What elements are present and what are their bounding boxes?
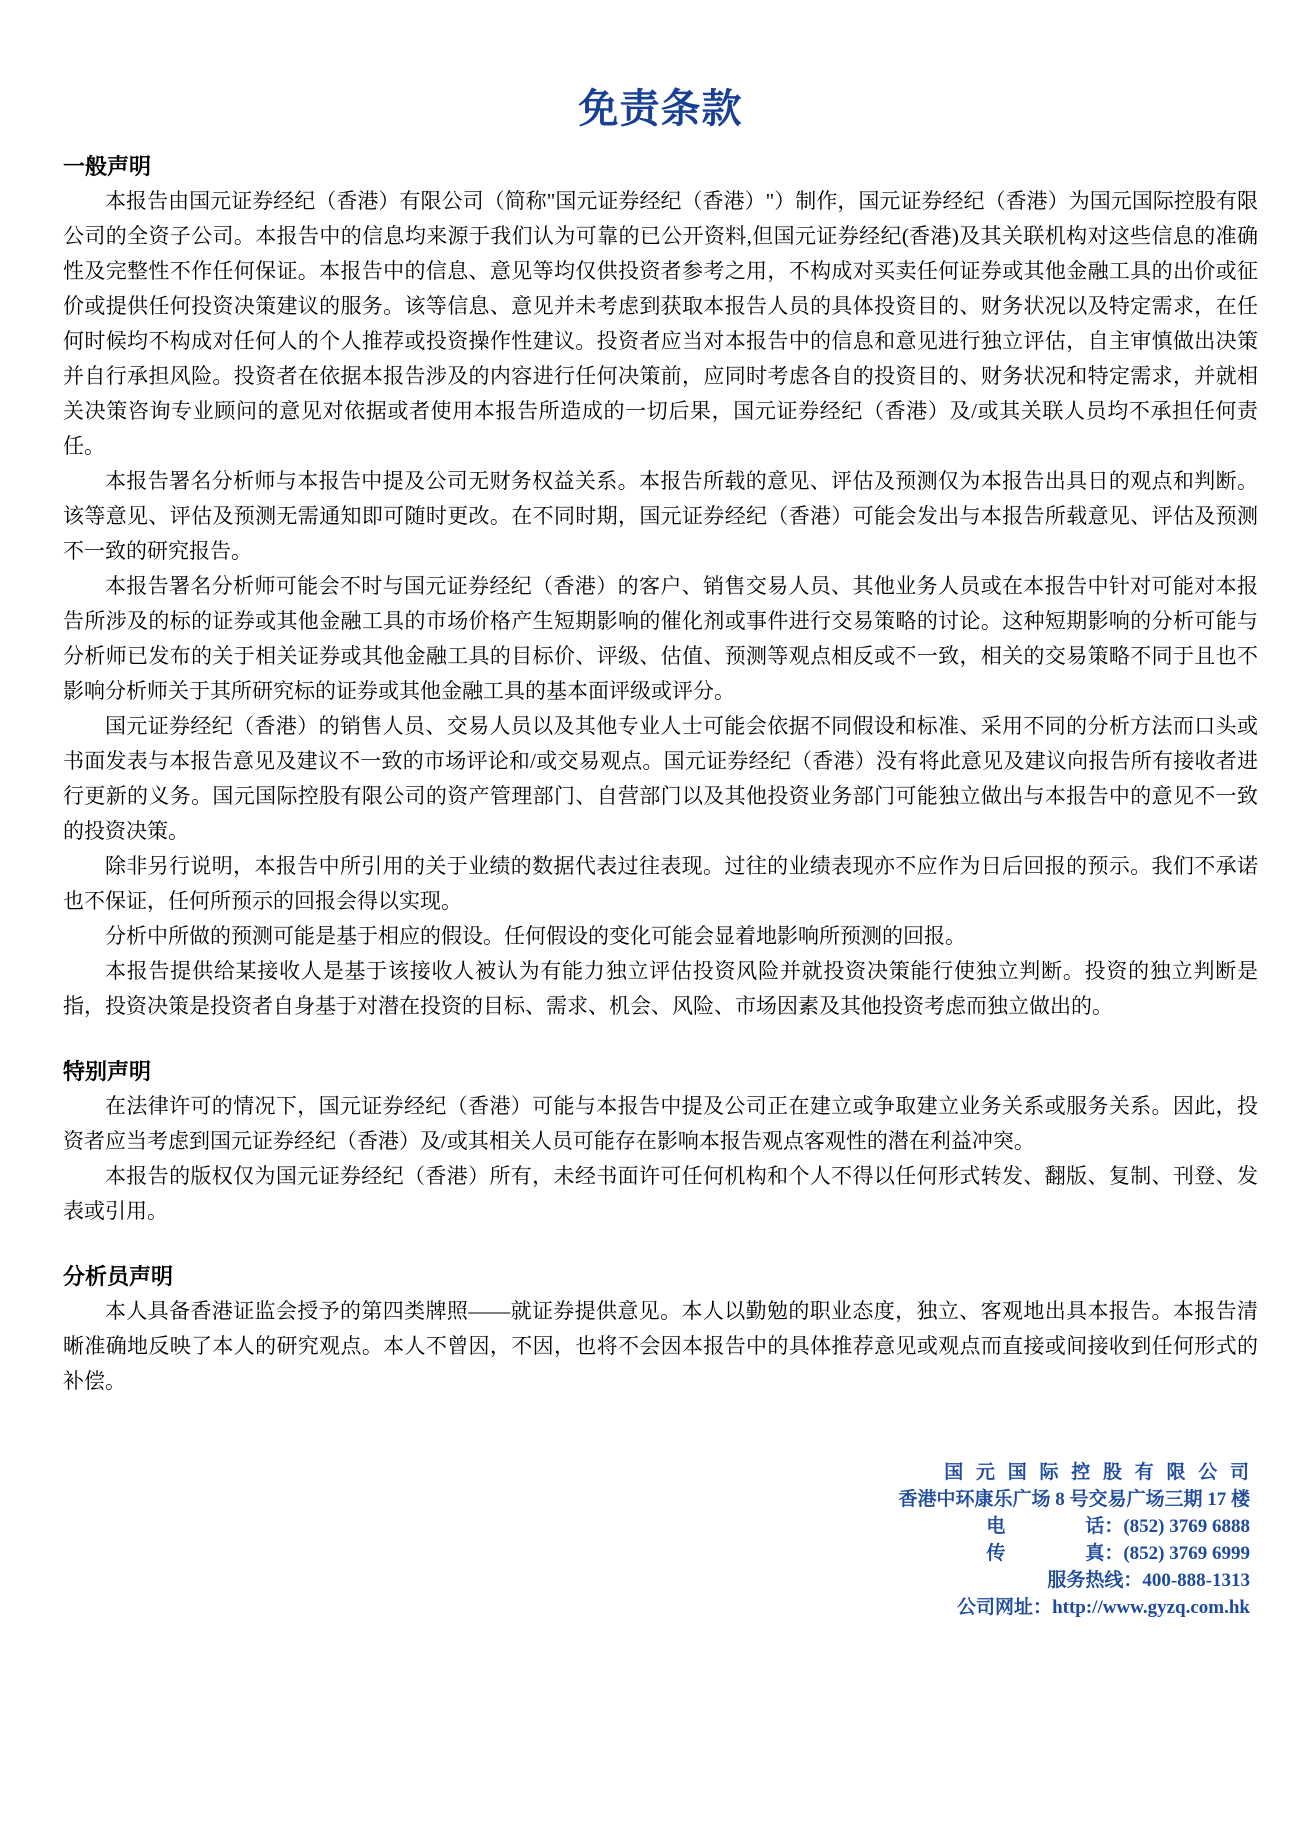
footer-address: 香港中环康乐广场 8 号交易广场三期 17 楼 [898, 1489, 1250, 1510]
footer-website-url: http://www.gyzq.com.hk [1052, 1597, 1250, 1618]
section-special-statement [63, 1054, 1258, 1229]
paragraph-general-4: 国元证券经纪（香港）的销售人员、交易人员以及其他专业人士可能会依据不同假设和标准、采用不同的分析方法而口头或书面发表与本报告意见及建议不一致的市场评论和/或交易观点。国元证券经纪（香港）没有将此意见及建议向报告所有接收者进行更新的义务。国元国际控股有限公司的资产管理部门、自营部门以及其他投资业务部门可能独立做出与本报告中的意见不一致的投资决策。 [63, 714, 1258, 843]
paragraph-analyst-1: 本人具备香港证监会授予的第四类牌照——就证券提供意见。本人以勤勉的职业态度，独立、客观地出具本报告。本报告清晰准确地反映了本人的研究观点。本人不曾因，不因，也将不会因本报告中的具体推荐意见或观点而直接或间接收到任何形式的补偿。 [63, 1299, 1258, 1393]
section-heading-general: 一般声明 [63, 154, 152, 179]
footer-fax-line [63, 1540, 1250, 1567]
footer-phone-label: 电 [986, 1516, 1006, 1537]
paragraph-general-7: 本报告提供给某接收人是基于该接收人被认为有能力独立评估投资风险并就投资决策能行使独立判断。投资的独立判断是指，投资决策是投资者自身基于对潜在投资的目标、需求、机会、风险、市场因素及其他投资考虑而独立做出的。 [63, 959, 1258, 1018]
footer-phone-number: 话：(852) 3769 6888 [1085, 1516, 1250, 1537]
footer-phone-line [63, 1513, 1250, 1540]
footer-fax-number: 真：(852) 3769 6999 [1085, 1543, 1250, 1564]
footer-fax-label: 传 [986, 1543, 1006, 1564]
paragraph-general-6: 分析中所做的预测可能是基于相应的假设。任何假设的变化可能会显着地影响所预测的回报。 [105, 924, 966, 948]
footer-website-line [63, 1594, 1250, 1621]
section-heading-special: 特别声明 [63, 1059, 152, 1084]
footer-contact-block [63, 1459, 1258, 1621]
section-general-statement [63, 149, 1258, 1024]
paragraph-general-3: 本报告署名分析师可能会不时与国元证券经纪（香港）的客户、销售交易人员、其他业务人员或在本报告中针对可能对本报告所涉及的标的证券或其他金融工具的市场价格产生短期影响的催化剂或事件进行交易策略的讨论。这种短期影响的分析可能与分析师已发布的关于相关证券或其他金融工具的目标价、评级、估值、预测等观点相反或不一致，相关的交易策略不同于且也不影响分析师关于其所研究标的证券或其他金融工具的基本面评级或评分。 [63, 574, 1258, 703]
paragraph-general-2: 本报告署名分析师与本报告中提及公司无财务权益关系。本报告所载的意见、评估及预测仅为本报告出具日的观点和判断。该等意见、评估及预测无需通知即可随时更改。在不同时期，国元证券经纪（香港）可能会发出与本报告所载意见、评估及预测不一致的研究报告。 [63, 469, 1258, 563]
section-heading-analyst: 分析员声明 [63, 1264, 174, 1289]
footer-website-label: 公司网址： [957, 1597, 1053, 1618]
paragraph-general-1: 本报告由国元证券经纪（香港）有限公司（简称"国元证券经纪（香港）"）制作，国元证券经纪（香港）为国元国际控股有限公司的全资子公司。本报告中的信息均来源于我们认为可靠的已公开资料,但国元证券经纪(香港)及其关联机构对这些信息的准确性及完整性不作任何保证。本报告中的信息、意见等均仅供投资者参考之用，不构成对买卖任何证券或其他金融工具的出价或征价或提供任何投资决策建议的服务。该等信息、意见并未考虑到获取本报告人员的具体投资目的、财务状况以及特定需求，在任何时候均不构成对任何人的个人推荐或投资操作性建议。投资者应当对本报告中的信息和意见进行独立评估，自主审慎做出决策并自行承担风险。投资者在依据本报告涉及的内容进行任何决策前，应同时考虑各自的投资目的、财务状况和特定需求，并就相关决策咨询专业顾问的意见对依据或者使用本报告所造成的一切后果，国元证券经纪（香港）及/或其关联人员均不承担任何责任。 [63, 189, 1258, 458]
paragraph-special-2: 本报告的版权仅为国元证券经纪（香港）所有，未经书面许可任何机构和个人不得以任何形式转发、翻版、复制、刊登、发表或引用。 [63, 1164, 1258, 1223]
paragraph-special-1: 在法律许可的情况下，国元证券经纪（香港）可能与本报告中提及公司正在建立或争取建立业务关系或服务关系。因此，投资者应当考虑到国元证券经纪（香港）及/或其相关人员可能存在影响本报告观点客观性的潜在利益冲突。 [63, 1094, 1258, 1153]
footer-hotline: 服务热线：400-888-1313 [1047, 1570, 1250, 1591]
section-analyst-statement [63, 1259, 1258, 1399]
footer-company-name: 国 元 国 际 控 股 有 限 公 司 [944, 1462, 1250, 1483]
page-title: 免责条款 [578, 86, 743, 131]
document-content [63, 0, 1258, 1621]
paragraph-general-5: 除非另行说明，本报告中所引用的关于业绩的数据代表过往表现。过往的业绩表现亦不应作为日后回报的预示。我们不承诺也不保证，任何所预示的回报会得以实现。 [63, 854, 1258, 913]
